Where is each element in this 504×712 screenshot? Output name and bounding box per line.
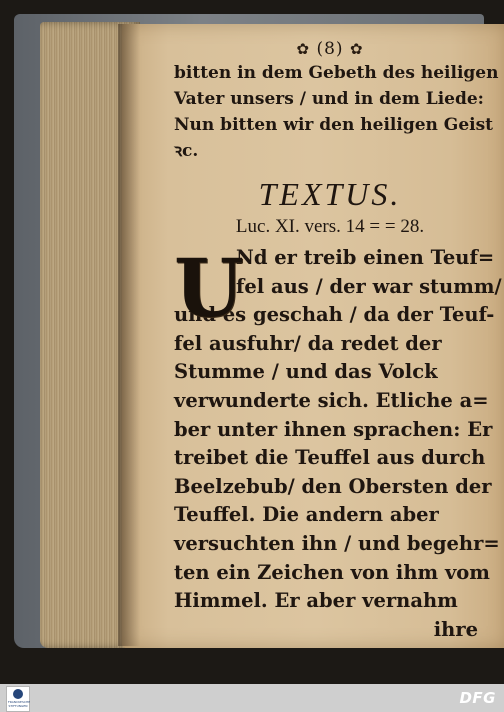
gospel-line: und es geschah / da der Teuf- <box>174 303 495 327</box>
intro-line: ꝛc. <box>174 141 199 161</box>
gospel-line: versuchten ihn / und begehr= <box>174 531 500 555</box>
intro-line: Vater unsers / und in dem Liede: <box>174 89 484 109</box>
logo-mark-icon <box>13 689 23 699</box>
ornament-right-icon: ✿ <box>349 40 364 58</box>
intro-paragraph <box>174 60 499 164</box>
page-number <box>174 38 486 60</box>
logo-caption: FRANCKESCHE STIFTUNGEN <box>8 700 31 708</box>
gospel-line: Beelzebub/ den Obersten der <box>174 474 492 498</box>
institution-logo[interactable] <box>6 686 30 712</box>
dfg-logo[interactable]: DFG <box>459 689 496 707</box>
gospel-line: fel ausfuhr/ da redet der <box>174 331 442 355</box>
gospel-text <box>174 241 502 644</box>
intro-line: bitten in dem Gebeth des heiligen <box>174 63 499 83</box>
catchword: ihre <box>433 617 478 641</box>
gospel-line: verwunderte sich. Etliche a= <box>174 388 489 412</box>
decorated-initial: U <box>174 241 244 335</box>
gospel-line: Teuffel. Die andern aber <box>174 503 439 527</box>
section-heading: TEXTUS. <box>258 176 402 212</box>
intro-line: Nun bitten wir den heiligen Geist <box>174 115 494 135</box>
page-number-label: (8) <box>316 39 344 59</box>
gospel-line: fel aus / der war stumm/ <box>236 274 502 298</box>
book-page <box>122 24 504 648</box>
gospel-line: ber unter ihnen sprachen: Er <box>174 417 493 441</box>
page-text <box>174 38 502 644</box>
ornament-left-icon: ✿ <box>296 40 311 58</box>
gospel-line: Stumme / und das Volck <box>174 360 438 384</box>
viewer-footer <box>0 684 504 712</box>
spine-shadow <box>118 24 140 646</box>
gospel-line: Nd er treib einen Teuf= <box>236 246 495 269</box>
gospel-line: Himmel. Er aber vernahm <box>174 589 458 613</box>
gospel-line: treibet die Teuffel aus durch <box>174 446 486 470</box>
gospel-line: ten ein Zeichen von ihm vom <box>174 560 490 584</box>
scripture-reference: Luc. XI. vers. 14 = = 28. <box>235 216 425 237</box>
